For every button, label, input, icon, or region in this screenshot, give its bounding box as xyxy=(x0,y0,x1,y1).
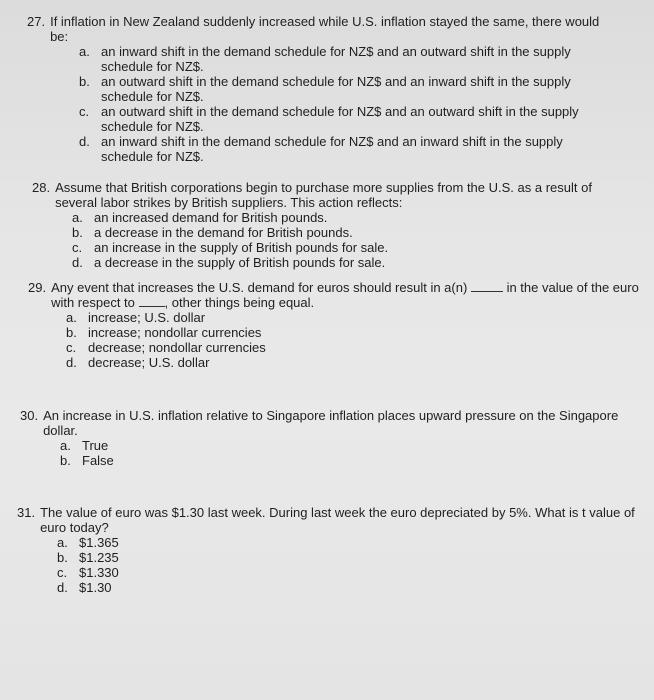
question-stem xyxy=(27,14,617,44)
question-number: 27. xyxy=(27,14,46,29)
option-a[interactable]: a. an increased demand for British pounds. xyxy=(72,210,328,225)
question-number: 29. xyxy=(28,280,47,295)
option-a[interactable]: a. increase; U.S. dollar xyxy=(66,310,206,325)
option-b[interactable]: b. an outward shift in the demand schedule for NZ$ and an inward shift in the supply schedule for NZ$. xyxy=(79,74,571,104)
options-list xyxy=(57,535,357,595)
option-a[interactable]: a. $1.365 xyxy=(57,535,119,550)
options-list xyxy=(60,438,360,468)
option-c[interactable]: c. an increase in the supply of British pounds for sale. xyxy=(72,240,389,255)
option-b[interactable]: b. False xyxy=(60,453,114,468)
question-29 xyxy=(28,280,642,370)
options-list xyxy=(72,210,592,270)
options-list xyxy=(66,310,566,370)
question-text: If inflation in New Zealand suddenly increased while U.S. inflation stayed the same, there would be: xyxy=(50,14,600,44)
option-b[interactable]: b. $1.235 xyxy=(57,550,119,565)
question-number: 28. xyxy=(32,180,51,195)
question-stem xyxy=(28,280,642,310)
question-number: 30. xyxy=(20,408,39,423)
question-stem xyxy=(20,408,620,438)
question-text: Any event that increases the U.S. demand for euros should result in a(n) in the value of the euro with respect to , other things being equal. xyxy=(51,280,639,310)
option-c[interactable]: c. $1.330 xyxy=(57,565,119,580)
question-stem xyxy=(17,505,651,535)
option-a[interactable]: a. an inward shift in the demand schedule for NZ$ and an outward shift in the supply schedule for NZ$. xyxy=(79,44,571,74)
question-number: 31. xyxy=(17,505,36,520)
question-30 xyxy=(20,408,620,468)
option-b[interactable]: b. increase; nondollar currencies xyxy=(66,325,262,340)
question-27 xyxy=(27,14,617,164)
question-text: An increase in U.S. inflation relative to Singapore inflation places upward pressure on the Singapore dollar. xyxy=(43,408,619,438)
option-c[interactable]: c. an outward shift in the demand schedule for NZ$ and an outward shift in the supply schedule for NZ$. xyxy=(79,104,579,134)
option-a[interactable]: a. True xyxy=(60,438,109,453)
answer-blank[interactable] xyxy=(471,280,503,292)
option-d[interactable]: d. a decrease in the supply of British pounds for sale. xyxy=(72,255,386,270)
option-d[interactable]: d. an inward shift in the demand schedule for NZ$ and an inward shift in the supply schedule for NZ$. xyxy=(79,134,563,164)
options-list xyxy=(79,44,579,164)
question-28 xyxy=(32,180,622,270)
option-d[interactable]: d. $1.30 xyxy=(57,580,112,595)
option-d[interactable]: d. decrease; U.S. dollar xyxy=(66,355,210,370)
question-text: The value of euro was $1.30 last week. During last week the euro depreciated by 5%. What is t value of euro today? xyxy=(40,505,635,535)
question-31 xyxy=(17,505,651,595)
option-b[interactable]: b. a decrease in the demand for British pounds. xyxy=(72,225,353,240)
answer-blank[interactable] xyxy=(139,295,165,307)
question-text: Assume that British corporations begin to purchase more supplies from the U.S. as a result of several labor strikes by British suppliers. This action reflects: xyxy=(55,180,592,210)
option-c[interactable]: c. decrease; nondollar currencies xyxy=(66,340,266,355)
question-stem xyxy=(32,180,622,210)
